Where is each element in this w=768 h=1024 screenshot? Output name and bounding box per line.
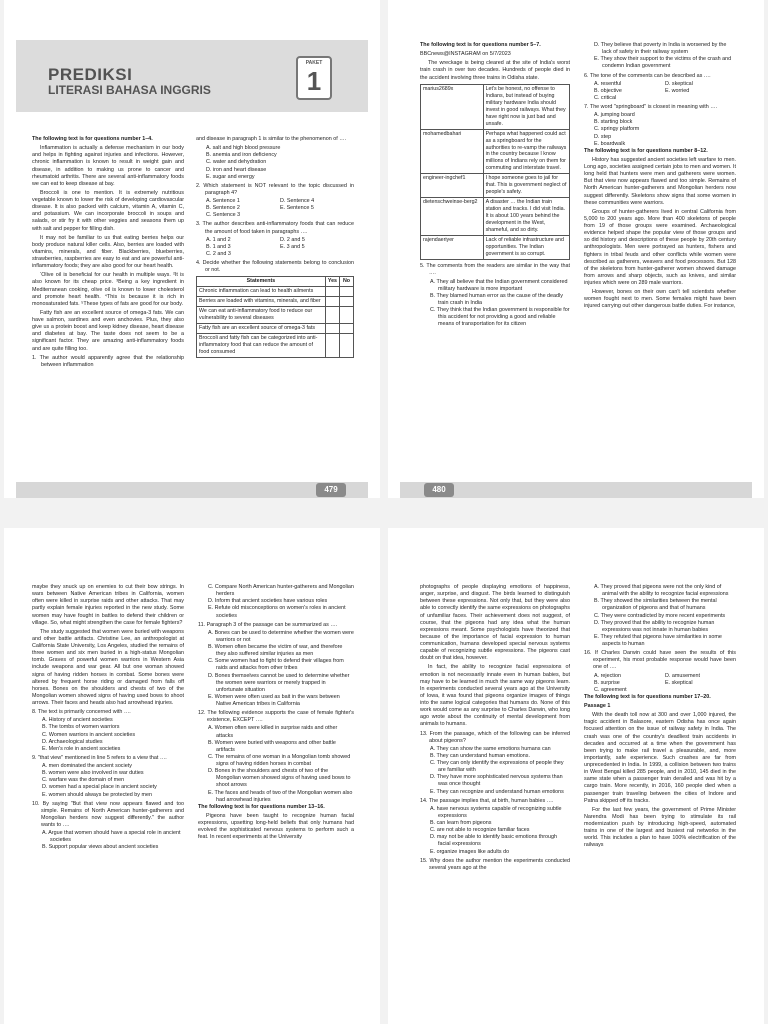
answer-option: C. warfare was the domain of men xyxy=(42,777,125,784)
yes-checkbox-cell[interactable] xyxy=(325,307,339,324)
column-right xyxy=(198,584,354,1024)
yes-checkbox-cell[interactable] xyxy=(325,324,339,334)
answer-option: B. anemia and iron deficiency xyxy=(206,152,277,159)
paragraph: ‘Olive oil is beneficial for our health in multiple ways. ²It is also known for its cheap price. ³Being a key ingredient in Mediterranean cooking, olive oil is known to lower cholesterol and promote heart health. ⁴This is because it is rich in monosaturated fats. ⁵These types of fats are good for our body. xyxy=(32,272,184,307)
answer-option: E. They can recognize and understand human emotions xyxy=(430,788,564,795)
paragraph: History has suggested ancient societies left warfare to men. Long ago, societies assigned certain jobs to men and women. It long held that hunters were men and gatherers were women. But that view now appears flawed and too simple. Remains of North American hunter-gatherers and Mongolian herders now suggest differently. Skeletons show signs that some women in these communities were warriors. xyxy=(584,156,736,206)
answer-option: C. The remains of one woman in a Mongolian tomb showed signs of having ridden horses in combat xyxy=(208,753,351,767)
answer-option: E. sugar and energy xyxy=(206,173,255,180)
answer-option: C. They can only identify the expressions of people they are familiar with xyxy=(430,760,564,774)
answer-option: A. Argue that women should have a special role in ancient societies xyxy=(42,830,181,844)
answer-option: C. 2 and 3 xyxy=(206,250,231,257)
answer-option: D. Sentence 4 xyxy=(280,198,315,204)
answer-option: E. They show their support to the victims of the crash and condemn Indian government xyxy=(594,56,732,70)
answer-option: C. They think that the Indian government is responsible for this accident for not providing a good and reliable means of transportation for its citizen xyxy=(430,307,570,328)
answer-option: D. iron and heart disease xyxy=(206,166,267,173)
question: 8. The text is primarily concerned with …. xyxy=(32,709,131,716)
table-row xyxy=(197,287,354,297)
answer-option: A. History of ancient societies xyxy=(42,717,113,724)
answer-option: D. skeptical xyxy=(665,80,693,87)
table-row xyxy=(421,198,570,236)
answer-option: A. Bones can be used to determine whether the women were warriors or not xyxy=(208,629,354,643)
comment-cell: Let's be honest, no offense to Indians, but instead of buying military hardware India should invest in good railways. What they have right now is just bad and unsafe. xyxy=(483,84,569,129)
question: 7. The word "springboard" is closest in meaning with …. xyxy=(584,104,718,110)
section-heading: The following text is for questions number 8–12. xyxy=(584,147,708,154)
paragraph: Fatty fish are an excellent source of omega-3 fats. We can have salmon, sardines and even anchovies. Plus, they also give us a protein boost and keep kidney disease, heart disease and diabetes at bay. The taste does not seem to be a significant factor. They are amazing anti-inflammatory foods and are quite filling too. xyxy=(32,309,184,352)
answer-option: A. 1 and 2 xyxy=(206,236,231,243)
question: 1. The author would apparently agree that the relationship between inflammation xyxy=(32,354,184,368)
answer-option: A. rejection xyxy=(594,672,621,679)
answer-option-row xyxy=(584,81,736,88)
table-header: No xyxy=(340,277,354,287)
answer-option: C. are not able to recognize familiar faces xyxy=(430,827,530,834)
column-left xyxy=(420,42,570,482)
no-checkbox-cell[interactable] xyxy=(340,287,354,297)
answer-option: A. They proved that pigeons were not the only kind of animal with the ability to recognize facial expressions xyxy=(594,584,729,598)
answer-option: B. 1 and 3 xyxy=(206,243,231,250)
no-checkbox-cell[interactable] xyxy=(340,307,354,324)
answer-option: D. They believe that poverty in India is worsened by the lack of safety in their railway system xyxy=(594,42,727,56)
statement-cell: Broccoli and fatty fish can be categorized into anti-inflammatory food that can reduce the amount of food consumed xyxy=(197,334,326,358)
answer-option: A. jumping board xyxy=(594,112,635,119)
paragraph: However, bones on their own can't tell scientists whether women fought next to men. Some females might have been injured carrying out other dangerous battle duties. For instance, xyxy=(584,289,736,310)
section-heading: The following text is for questions number 5–7. xyxy=(420,42,541,48)
answer-option: B. surprise xyxy=(594,679,620,686)
section-heading: The following text is for questions number 1–4. xyxy=(32,136,153,142)
answer-option: E. skeptical xyxy=(665,679,693,686)
answer-option: C. springy platform xyxy=(594,126,640,133)
page-number: 479 xyxy=(316,483,346,497)
statement-cell: Fatty fish are an excellent source of omega-3 fats xyxy=(197,324,326,334)
answer-option-row xyxy=(196,198,354,205)
username-cell: mohamedbahari xyxy=(421,129,484,174)
username-cell: marius2689x xyxy=(421,84,484,129)
answer-option: D. Archaeological studies xyxy=(42,738,103,745)
answer-option: B. Women were buried with weapons and other battle artifacts xyxy=(208,739,336,753)
statement-cell: Chronic inflammation can lead to health ailments xyxy=(197,287,326,297)
page-480 xyxy=(388,0,764,498)
paragraph: It may not be familiar to us that eating berries helps our body produce natural killer cells. Also, berries are loaded with vitamins, minerals, and fiber. Blackberries, blueberries, strawberries, raspberries are easy to eat and are powerful anti-inflammatory foods; they are also good for our heart health. xyxy=(32,234,184,270)
table-header: Yes xyxy=(325,277,339,287)
paket-number: 1 xyxy=(306,65,322,96)
answer-option: E. Sentence 5 xyxy=(280,205,314,212)
column-right xyxy=(584,584,736,1024)
yes-checkbox-cell[interactable] xyxy=(325,334,339,358)
book-title: PREDIKSI xyxy=(48,65,133,84)
q4-table xyxy=(196,276,354,358)
table-row xyxy=(421,84,570,129)
table-row xyxy=(421,129,570,174)
answer-option: D. Inform that ancient societies have various roles xyxy=(208,598,328,605)
table-header: Statements xyxy=(197,277,326,287)
answer-option: D. may not be able to identify basic emotions through facial expressions xyxy=(430,834,558,848)
column-left xyxy=(420,584,570,1024)
paragraph: photographs of people displaying emotions of happiness, anger, surprise, and disgust. The birds learned to distinguish between these expressions. Not only that, but they were also able to correctly identify the same expressions on photographs of unfamiliar faces. Their achievement does not suggest, of course, that the pigeons had any idea what the human expressions meant. Some psychologists have theorized that because of the importance of facial expression to human communication, humans developed special nervous systems capable of recognizing subtle expressions. The pigeons cast doubt on that idea, however. xyxy=(420,584,570,662)
table-row xyxy=(197,297,354,307)
column-left xyxy=(32,584,184,1024)
question: 3. The author describes anti-inflammatory foods that can reduce the amount of food taken in paragraphs …. xyxy=(196,221,354,235)
answer-option: C. They were contradicted by more recent experiments xyxy=(594,612,726,619)
column-right xyxy=(584,42,736,482)
username-cell: rajendaeriyer xyxy=(421,236,484,260)
paragraph: maybe they snuck up on enemies to cut their bow strings. In wars between Native American tribes in California, women often were killed in surprise raids and other attacks. That may partly explain female injuries reported in the new study. Some women may have fought in battles to defend their children or village. So, what might strengthen the case for female fighters? xyxy=(32,584,184,626)
answer-option-row xyxy=(196,237,354,244)
question: 11. Paragraph 3 of the passage can be summarized as …. xyxy=(198,621,338,628)
paragraph: The study suggested that women were buried with weapons and other battle artifacts. Christine Lee, an anthropologist at California State University, Los Angeles, studied the remains of three women and six men buried in a high-status Mongolian tomb. Graves of powerful women warriors in Western Asia include weapons and war gear. All but one woman showed signs of having ridden horses in combat. Some bones were altered by frequent horse riding or damaged from falls off horses. Bones on the shoulders and chests of two of the Mongolian women showed signs of having used bows to shoot arrows. Their faces and heads also had arrowhead injuries. xyxy=(32,628,184,706)
answer-option: D. They have more sophisticated nervous systems than was once thought xyxy=(430,774,563,788)
answer-option: B. Sentence 2 xyxy=(206,205,240,212)
answer-option: B. can learn from pigeons xyxy=(430,820,492,826)
answer-option: B. They can understand human emotions. xyxy=(430,752,530,759)
answer-option: C. Sentence 3 xyxy=(206,212,241,219)
column-right xyxy=(196,136,354,466)
section-heading: The following text is for questions number 13–16. xyxy=(198,803,325,810)
answer-option: E. They refuted that pigeons have similarities in some aspects to human xyxy=(594,633,722,647)
paragraph: BBCnews@INSTAGRAM on 5/7/2023 xyxy=(420,51,511,58)
answer-option-row xyxy=(584,673,736,680)
username-cell: dietenschweinse-berg2 xyxy=(421,198,484,236)
no-checkbox-cell[interactable] xyxy=(340,334,354,358)
question: 12. The following evidence supports the case of female fighter's existence, EXCEPT …. xyxy=(198,710,354,724)
answer-option: B. objective xyxy=(594,87,622,94)
page-481 xyxy=(4,528,380,1024)
paragraph: The wreckage is being cleared at the site of India's worst train crash in over two decades. Hundreds of people died in the accident involving three trains in Odisha state. xyxy=(420,60,570,81)
answer-option: C. water and dehydration xyxy=(206,159,267,166)
section-heading: The following text is for questions number 17–20. xyxy=(584,693,711,700)
answer-option: C. Women warriors in ancient societies xyxy=(42,731,136,738)
answer-option: A. salt and high blood pressure xyxy=(206,145,281,152)
table-row xyxy=(197,307,354,324)
question: 9. "that view" mentioned in line 5 refers to a view that …. xyxy=(32,754,167,761)
question: 5. The comments from the readers are similar in the way that …. xyxy=(420,263,570,277)
answer-option: E. The faces and heads of two of the Mongolian women also had arrowhead injuries xyxy=(208,789,353,803)
question: 16. If Charles Darwin could have seen the results of this experiment, his most probable response would have been one of …. xyxy=(584,650,736,671)
answer-option: E. Refute old misconceptions on women's roles in ancient societies xyxy=(208,605,346,619)
section-heading: Passage 1 xyxy=(584,703,611,709)
answer-option: C. Compare North American hunter-gatherers and Mongolian herders xyxy=(208,584,354,598)
yes-checkbox-cell[interactable] xyxy=(325,297,339,307)
answer-option: A. Sentence 1 xyxy=(206,198,240,204)
paragraph: Pigeons have been taught to recognize human facial expressions, upsetting long-held beliefs that only humans had evolved the sophisticated nervous systems to perform such a feat. In recent experiments at the University xyxy=(198,812,354,841)
question: 13. From the passage, which of the following can be inferred about pigeons? xyxy=(420,730,570,744)
statement-cell: We can eat anti-inflammatory food to reduce our vulnerability to several diseases xyxy=(197,307,326,324)
answer-option: B. starting block xyxy=(594,119,633,126)
table-row xyxy=(421,236,570,260)
question: 10. By saying "But that view now appears flawed and too simple. Remains of North American hunter-gatherers and Mongolian herders now suggest differently." the author wants to …. xyxy=(32,800,184,828)
answer-option: B. Support popular views about ancient societies xyxy=(42,844,159,851)
comment-cell: Lack of reliable infrastructure and opportunities. The Indian government is so corrupt. xyxy=(483,236,569,260)
statement-cell: Berries are loaded with vitamins, minerals, and fiber xyxy=(197,297,326,307)
comments-table xyxy=(420,84,570,261)
answer-option: C. Some women had to fight to defend their villages from raids and attacks from other tribes xyxy=(208,658,344,672)
page-482 xyxy=(388,528,764,1024)
page-479 xyxy=(4,0,380,498)
answer-option: D. Bones themselves cannot be used to determine whether the women were warriors or merely trapped in unfortunate situation xyxy=(208,672,350,693)
paragraph: and disease in paragraph 1 is similar to the phenomenon of …. xyxy=(196,136,347,142)
answer-option: D. amusement xyxy=(665,672,701,679)
answer-option: E. women should always be protected by men xyxy=(42,791,152,798)
answer-option: A. They all believe that the Indian government considered military hardware is more important xyxy=(430,278,568,292)
column-left xyxy=(32,136,184,466)
answer-option: D. They proved that the ability to recognize human expressions was not innate in human babies xyxy=(594,619,715,633)
answer-option: A. have nervous systems capable of recognizing subtle expressions xyxy=(430,805,562,819)
answer-option: E. Men's role in ancient societies xyxy=(42,745,121,752)
page-number: 480 xyxy=(424,483,454,497)
table-row xyxy=(421,174,570,198)
username-cell: engineer-ingchef1 xyxy=(421,174,484,198)
book-subtitle: LITERASI BAHASA INGGRIS xyxy=(48,83,211,97)
answer-option: C. agreement xyxy=(594,686,627,693)
answer-option-row xyxy=(584,680,736,687)
answer-option: A. They can show the same emotions humans can xyxy=(430,745,551,752)
paragraph: Broccoli is one to mention. It is extremely nutritious vegetable known to lower the risk of developing cardiovascular disease. It is also packed with calcium, vitamin A, vitamin C, and potassium. We can incorporate broccoli in soups and salads, or stir fry it with other veggies and seasons them up with salt and pepper for filling dish. xyxy=(32,189,184,232)
table-row xyxy=(197,324,354,334)
answer-option: B. They showed the similarities between the mental organization of pigeons and that of humans xyxy=(594,598,717,612)
answer-option-row xyxy=(196,205,354,212)
answer-option: E. organize images like adults do xyxy=(430,848,510,855)
answer-option: E. 3 and 5 xyxy=(280,243,305,250)
answer-option: E. Women were often used as bait in the wars between Native American tribes in California xyxy=(208,693,340,707)
paket-badge xyxy=(296,56,332,100)
answer-option-row xyxy=(196,244,354,251)
answer-option-row xyxy=(584,88,736,95)
paragraph: In fact, the ability to recognize facial expressions of emotion is not necessarily innate even in human babies, but may have to be learned in much the same way pigeons learn. In experiments conducted several years ago at the University of Iowa, it was found that pigeons organize images of things into the same logical categories that humans do. None of this work would come as any surprise to Charles Darwin, who long ago wrote about the continuity of mental development from animals to humans. xyxy=(420,664,570,728)
paragraph: For the last few years, the government of Prime Minister Narendra Modi has been trying to stimulate its rail modernization push by introducing high-speed, automated trains in one of the largest and busiest rail networks in the world. This includes a plan to have 100% electrification of the railways xyxy=(584,806,736,849)
paragraph: With the death toll now at 300 and over 1,000 injured, the tragic accident in Balasore, eastern Odisha has once again focused attention on the issue of railway safety in India. The crash was one of the country's deadliest train accidents in decades and occurred at a time when the government has been trying to make rail travel a pleasurable, and, more importantly, safe experience. Such crashes are far from unprecedented in India. In 1999, a collision between two trains in West Bengal killed 285 people, and in 2010, 145 died in the same state when a passenger train derailed and was hit by a cargo train. More recently, in 2016, 160 people died when a passenger train traveling between the cities of Indore and Patna skipped off its tracks. xyxy=(584,712,736,804)
paket-label: PAKET xyxy=(305,60,323,66)
paragraph: Inflammation is actually a defense mechanism in our body and helps in fighting against injuries and infections. However, chronic inflammation is known to result in weight gain and disease, in addition to making us prone to cancer and rheumatoid arthritis. There are several anti-inflammatory foods we can eat to keep disease at bay. xyxy=(32,145,184,187)
yes-checkbox-cell[interactable] xyxy=(325,287,339,297)
answer-option: E. boardwalk xyxy=(594,140,626,147)
answer-option: C. critical xyxy=(594,94,617,101)
paragraph: Groups of hunter-gatherers lived in central California from 5,000 to 200 years ago. More than 400 skeletons of people from 19 of those groups were examined. Archaeological evidence helped shape the popular view of those groups and so did history and descriptions of these people by 20th century anthropologists. Men were portrayed as hunters, fishers and fighters in tribal feuds and other conflicts while women were described as gatherers, weavers and food processors. But 128 of the skeletons from hunter-gatherer women showed damage from arrows and sharp objects, such as knives, and similar injuries which were on 289 male warriors. xyxy=(584,208,736,286)
question: 6. The tone of the comments can be described as …. xyxy=(584,72,711,79)
comment-cell: A disaster … the Indian train station and tracks. I did visit India. It is about 100 years behind the development in the West, shameful, and so dirty. xyxy=(483,198,569,236)
answer-option: B. They blamed human error as the cause of the deadly train crash in India xyxy=(430,292,563,306)
question: 4. Decide whether the following statements belong to conclusion or not. xyxy=(196,260,354,274)
comment-cell: I hope someone goes to jail for that. This is government neglect of people's safety. xyxy=(483,174,569,198)
question: 2. Which statement is NOT relevant to the topic discussed in paragraph 4? xyxy=(196,182,354,196)
answer-option: A. Women often were killed in surprise raids and other attacks xyxy=(208,725,338,739)
no-checkbox-cell[interactable] xyxy=(340,297,354,307)
question: 14. The passage implies that, at birth, human babies …. xyxy=(420,797,554,804)
table-row xyxy=(197,334,354,358)
answer-option: E. worried xyxy=(665,87,690,94)
answer-option: A. men dominated the ancient society xyxy=(42,763,132,769)
answer-option: B. women were also involved in war duties xyxy=(42,770,144,777)
answer-option: A. resentful xyxy=(594,80,622,87)
question: 15. Why does the author mention the experiments conducted several years ago at the xyxy=(420,857,570,871)
comment-cell: Perhaps what happened could act as a springboard for the authorities to re-vamp the railways in the country because I know millions of Indians rely on them for commuting and interstate travel. xyxy=(483,129,569,174)
no-checkbox-cell[interactable] xyxy=(340,324,354,334)
answer-option: D. step xyxy=(594,133,612,140)
answer-option: D. Bones in the shoulders and chests of two of the Mongolian women showed signs of having used bows to shoot arrows xyxy=(208,768,351,789)
answer-option: B. Women often became the victim of war, and therefore they also suffered similar injuries as men xyxy=(208,644,343,658)
answer-option: D. 2 and 5 xyxy=(280,236,305,243)
answer-option: B. The tombs of women warriors xyxy=(42,724,120,731)
answer-option: D. women had a special place in ancient society xyxy=(42,784,157,791)
